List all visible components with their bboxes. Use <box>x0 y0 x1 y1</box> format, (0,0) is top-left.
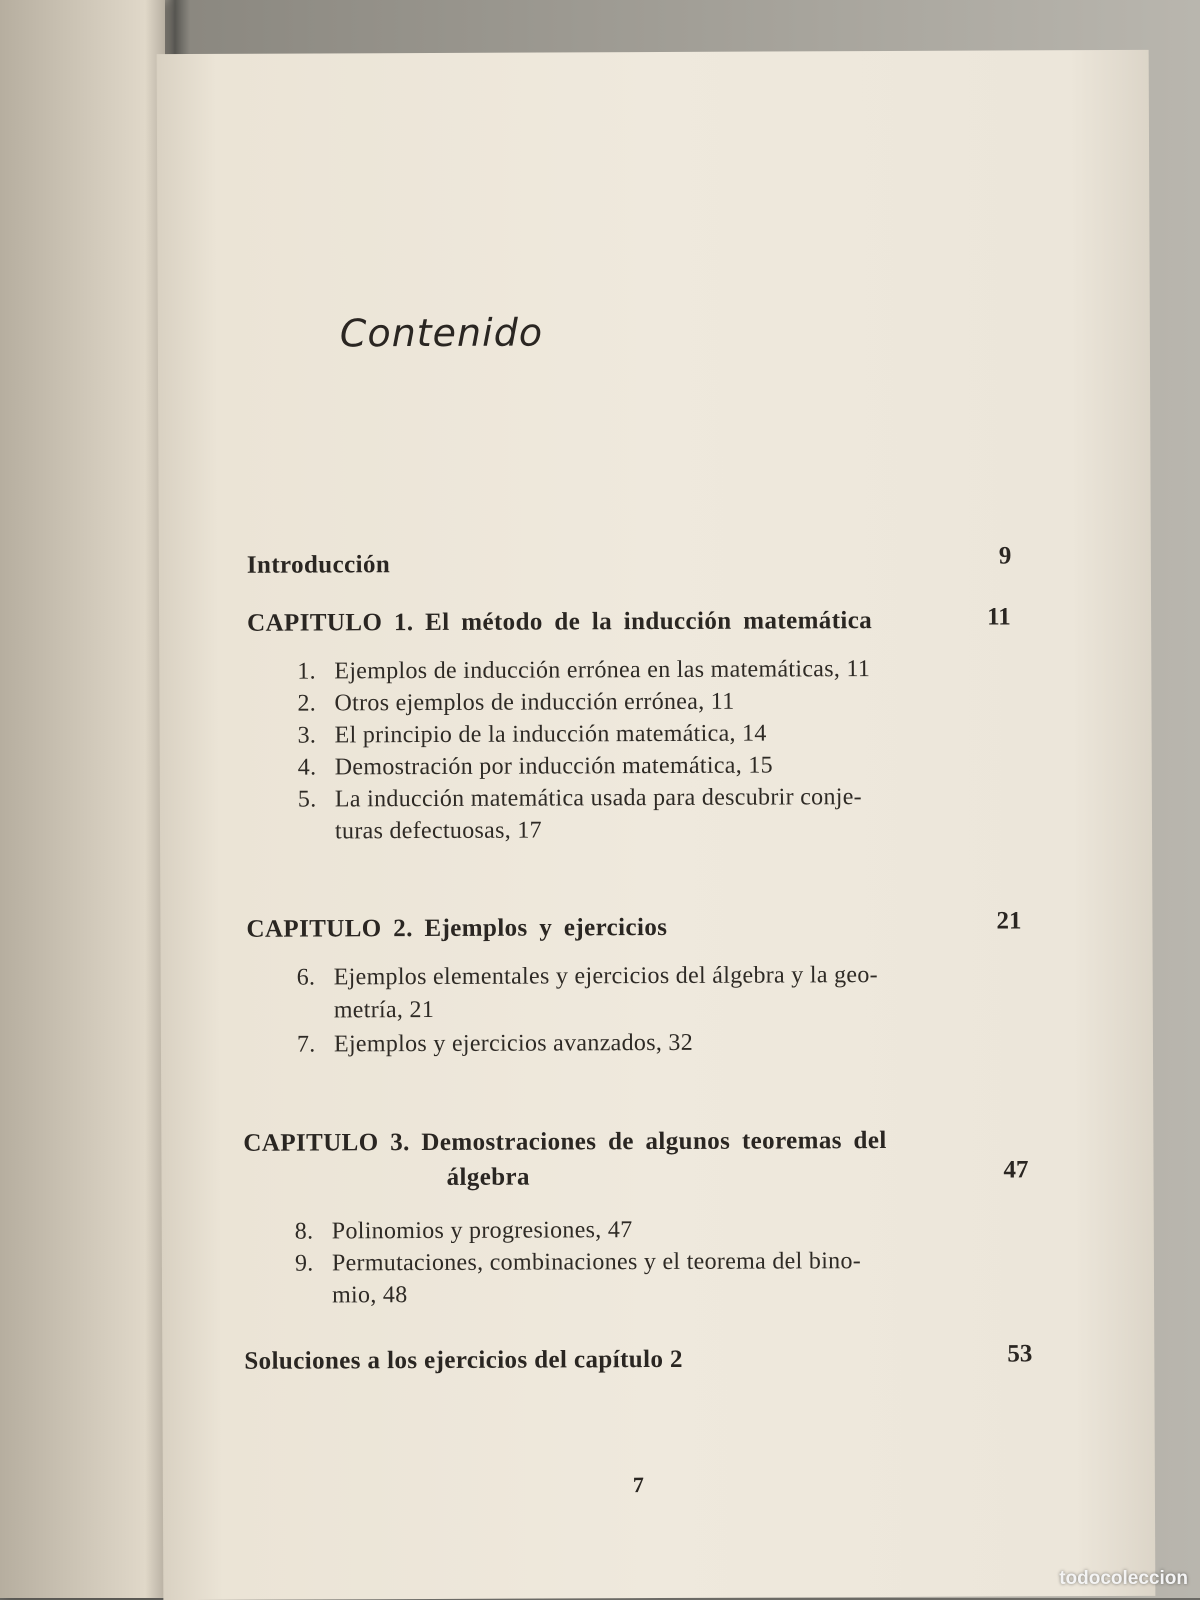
chapter-1-heading: CAPITULO 1. El método de la inducción matemática <box>247 607 873 637</box>
toc-item-number: 7. <box>296 1031 316 1058</box>
book-page <box>157 50 1156 1600</box>
toc-item-text: La inducción matemática usada para descubrir conje- <box>334 784 862 813</box>
toc-item-text: Ejemplos y ejercicios avanzados, 32 <box>333 1029 694 1058</box>
toc-item-text: Ejemplos de inducción errónea en las matemáticas, 11 <box>334 656 871 685</box>
watermark-logo: todocoleccion <box>1059 1568 1188 1589</box>
page-number: 7 <box>632 1472 644 1498</box>
toc-item-number: 3. <box>297 722 317 749</box>
toc-item <box>297 959 878 994</box>
toc-item-text: Ejemplos elementales y ejercicios del álgebra y la geo- <box>333 962 878 991</box>
toc-item-text: Permutaciones, combinaciones y el teorema del bino- <box>331 1248 862 1277</box>
toc-item <box>297 1027 693 1061</box>
toc-item-number: 8. <box>294 1218 314 1245</box>
chapter-3-page: 47 <box>1003 1156 1029 1184</box>
toc-item-continuation: mio, 48 <box>331 1282 408 1309</box>
toc-item-text: El principio de la inducción matemática, 14 <box>334 720 767 749</box>
toc-item-continuation: turas defectuosas, 17 <box>334 817 542 845</box>
toc-item-text: Polinomios y progresiones, 47 <box>331 1217 633 1245</box>
toc-item-number: 5. <box>297 786 317 813</box>
toc-item-number: 9. <box>294 1250 314 1277</box>
toc-item-number: 6. <box>296 964 316 991</box>
toc-item-number: 2. <box>297 690 317 717</box>
toc-item-continuation: metría, 21 <box>333 996 435 1024</box>
toc-item <box>295 1214 633 1247</box>
toc-item <box>297 653 870 687</box>
toc-item <box>298 781 862 815</box>
toc-item-number: 4. <box>297 754 317 781</box>
solutions-page: 53 <box>1007 1340 1033 1368</box>
chapter-3-heading: CAPITULO 3. Demostraciones de algunos teoremas del <box>243 1126 887 1157</box>
toc-item-number: 1. <box>297 658 316 685</box>
toc-item <box>295 1245 861 1279</box>
solutions-heading: Soluciones a los ejercicios del capítulo 2 <box>244 1345 683 1375</box>
chapter-3-heading-continuation: álgebra <box>446 1163 530 1191</box>
intro-page: 9 <box>998 542 1012 570</box>
intro-heading: Introducción <box>246 551 391 579</box>
toc-item-text: Demostración por inducción matemática, 15 <box>334 752 773 781</box>
toc-item-text: Otros ejemplos de inducción errónea, 11 <box>334 688 735 717</box>
toc-item <box>298 749 773 783</box>
left-page-edge <box>0 0 165 1598</box>
page-title: Contenido <box>339 310 544 356</box>
chapter-2-page: 21 <box>996 907 1022 935</box>
chapter-2-heading: CAPITULO 2. Ejemplos y ejercicios <box>246 913 668 943</box>
toc-item <box>298 718 767 752</box>
toc-item <box>297 686 734 720</box>
chapter-1-page: 11 <box>987 603 1011 631</box>
